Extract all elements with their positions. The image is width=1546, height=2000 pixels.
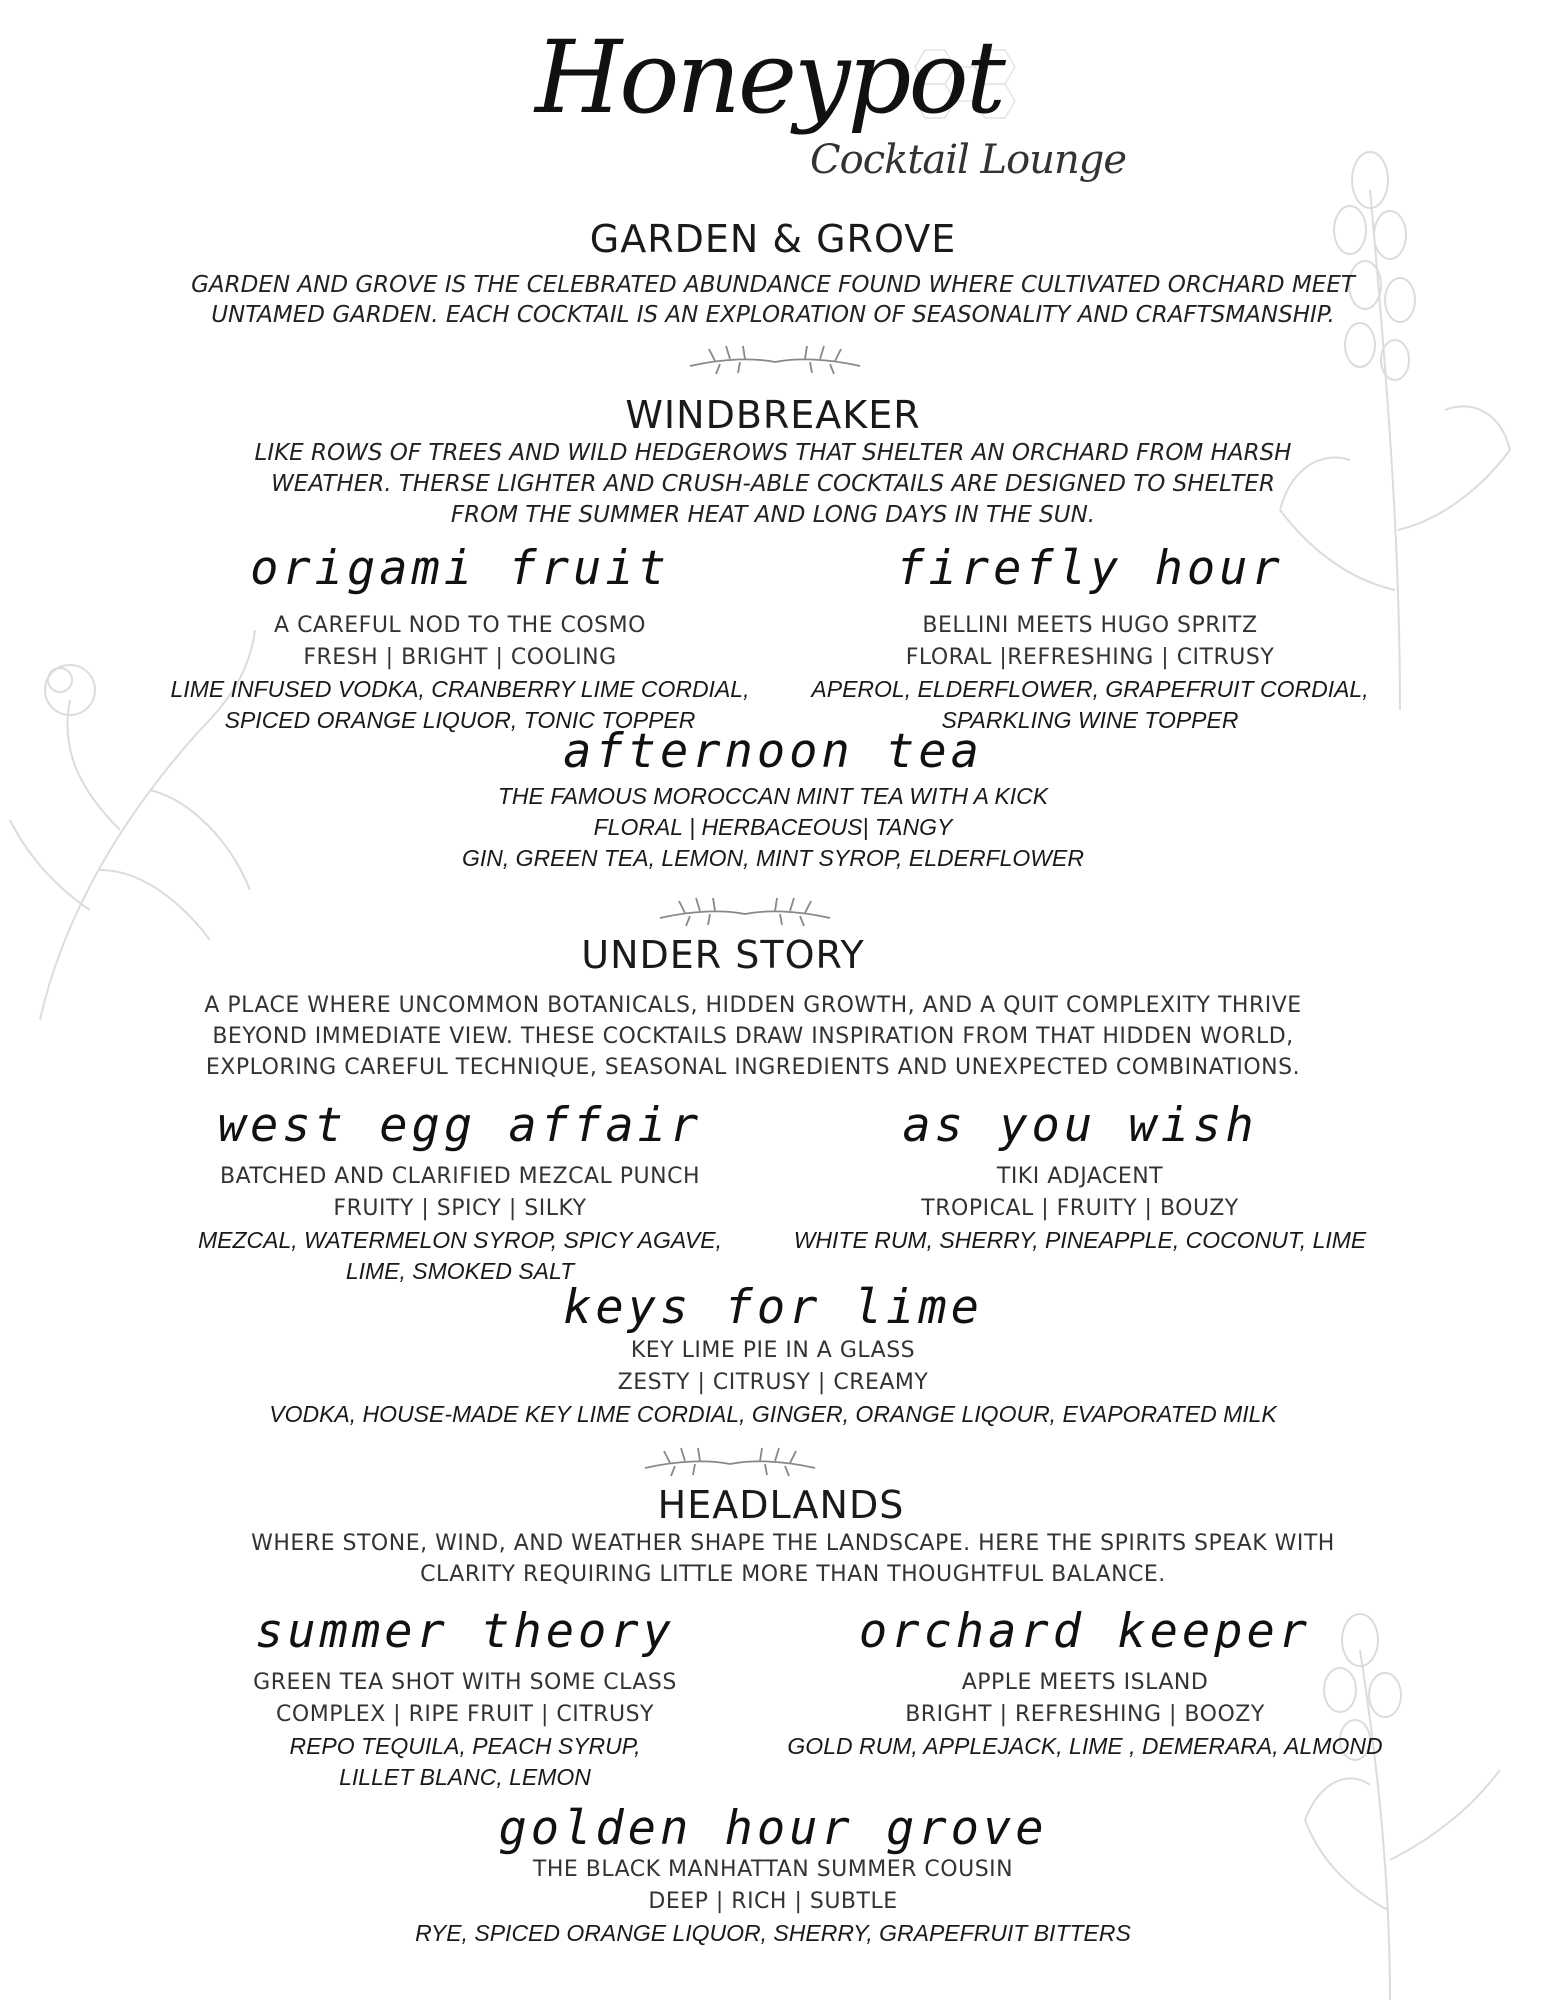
drink-profile: TROPICAL | FRUITY | BOUZY (921, 1196, 1239, 1221)
drink-tagline: BELLINI MEETS HUGO SPRITZ (922, 613, 1258, 638)
drink-tagline: KEY LIME PIE IN A GLASS (630, 1338, 916, 1363)
drink-ingredients: LIME INFUSED VODKA, CRANBERRY LIME CORDIAL, SPICED ORANGE LIQUOR, TONIC TOPPER (170, 676, 750, 733)
leafy-vine-divider (655, 890, 835, 934)
drink-tagline: TIKI ADJACENT (996, 1164, 1164, 1189)
drink-name: orchard keeper (858, 1604, 1312, 1659)
drink-west-egg-affair (150, 1098, 770, 1287)
drink-ingredients: APEROL, ELDERFLOWER, GRAPEFRUIT CORDIAL, SPARKLING WINE TOPPER (811, 676, 1369, 733)
drink-keys-for-lime (223, 1280, 1323, 1430)
drink-profile: BRIGHT | REFRESHING | BOOZY (905, 1702, 1265, 1727)
drink-tagline: THE BLACK MANHATTAN SUMMER COUSIN (532, 1857, 1014, 1882)
drink-name: summer theory (255, 1604, 675, 1659)
drink-as-you-wish (780, 1098, 1380, 1256)
drink-name: origami fruit (250, 541, 670, 596)
drink-origami-fruit (160, 541, 760, 736)
windbreaker-desc-line2: WEATHER. THERSE LIGHTER AND CRUSH-ABLE COCKTAILS ARE DESIGNED TO SHELTER (271, 471, 1275, 497)
drink-name: golden hour grove (498, 1801, 1048, 1856)
leafy-vine-divider (685, 338, 865, 382)
drink-name: west egg affair (217, 1098, 703, 1153)
drink-tagline: A CAREFUL NOD TO THE COSMO (274, 613, 646, 638)
drink-firefly-hour (790, 541, 1390, 736)
leafy-vine-divider (640, 1440, 820, 1484)
drink-ingredients: REPO TEQUILA, PEACH SYRUP, LILLET BLANC, LEMON (289, 1733, 641, 1790)
section-title-windbreaker: WINDBREAKER (625, 393, 921, 437)
drink-tagline: BATCHED AND CLARIFIED MEZCAL PUNCH (219, 1164, 701, 1189)
drink-ingredients: GIN, GREEN TEA, LEMON, MINT SYROP, ELDERFLOWER (462, 845, 1084, 871)
drink-orchard-keeper (775, 1604, 1395, 1762)
drink-profile: FRUITY | SPICY | SILKY (333, 1196, 587, 1221)
section-title-under-story: UNDER STORY (581, 933, 865, 977)
drink-tagline: APPLE MEETS ISLAND (961, 1670, 1209, 1695)
drink-name: keys for lime (563, 1280, 983, 1335)
intro-description-line1: GARDEN AND GROVE IS THE CELEBRATED ABUNDANCE FOUND WHERE CULTIVATED ORCHARD MEET (191, 272, 1355, 298)
drink-name: as you wish (902, 1098, 1258, 1153)
drink-tagline: GREEN TEA SHOT WITH SOME CLASS (253, 1670, 677, 1695)
headlands-desc-line2: CLARITY REQUIRING LITTLE MORE THAN THOUGHTFUL BALANCE. (420, 1562, 1166, 1587)
drink-summer-theory (165, 1604, 765, 1793)
drink-golden-hour-grove (323, 1801, 1223, 1949)
drink-profile: ZESTY | CITRUSY | CREAMY (617, 1370, 929, 1395)
windbreaker-desc-line1: LIKE ROWS OF TREES AND WILD HEDGEROWS THAT SHELTER AN ORCHARD FROM HARSH (254, 440, 1292, 466)
drink-profile: FRESH | BRIGHT | COOLING (303, 645, 617, 670)
menu-title: GARDEN & GROVE (589, 217, 957, 261)
under-story-desc-line2: BEYOND IMMEDIATE VIEW. THESE COCKTAILS DRAW INSPIRATION FROM THAT HIDDEN WORLD, (212, 1024, 1294, 1049)
botanical-line-art-bottom-right (1260, 1530, 1540, 2000)
headlands-desc-line1: WHERE STONE, WIND, AND WEATHER SHAPE THE LANDSCAPE. HERE THE SPIRITS SPEAK WITH (251, 1531, 1335, 1556)
drink-tagline: THE FAMOUS MOROCCAN MINT TEA WITH A KICK (497, 783, 1049, 809)
windbreaker-desc-line3: FROM THE SUMMER HEAT AND LONG DAYS IN THE SUN. (450, 502, 1096, 528)
section-title-headlands: HEADLANDS (657, 1483, 905, 1527)
drink-ingredients: MEZCAL, WATERMELON SYROP, SPICY AGAVE, LIME, SMOKED SALT (197, 1227, 723, 1284)
drink-profile: DEEP | RICH | SUBTLE (648, 1889, 898, 1914)
drink-ingredients: GOLD RUM, APPLEJACK, LIME , DEMERARA, ALMOND (787, 1733, 1383, 1759)
drink-ingredients: WHITE RUM, SHERRY, PINEAPPLE, COCONUT, LIME (793, 1227, 1367, 1253)
drink-afternoon-tea (423, 724, 1123, 874)
drink-profile: COMPLEX | RIPE FRUIT | CITRUSY (276, 1702, 654, 1727)
drink-profile: FLORAL | HERBACEOUS| TANGY (593, 814, 953, 840)
drink-profile: FLORAL |REFRESHING | CITRUSY (905, 645, 1275, 670)
under-story-desc-line3: EXPLORING CAREFUL TECHNIQUE, SEASONAL INGREDIENTS AND UNEXPECTED COMBINATIONS. (205, 1055, 1301, 1080)
drink-ingredients: VODKA, HOUSE-MADE KEY LIME CORDIAL, GINGER, ORANGE LIQOUR, EVAPORATED MILK (269, 1401, 1277, 1427)
intro-description-line2: UNTAMED GARDEN. EACH COCKTAIL IS AN EXPLORATION OF SEASONALITY AND CRAFTSMANSHIP. (211, 302, 1335, 328)
drink-name: firefly hour (896, 541, 1284, 596)
logo-subtitle: Cocktail Lounge (810, 137, 1126, 183)
logo-wordmark: Honeypot (535, 19, 1003, 136)
drink-ingredients: RYE, SPICED ORANGE LIQUOR, SHERRY, GRAPEFRUIT BITTERS (415, 1920, 1131, 1946)
drink-name: afternoon tea (563, 724, 983, 779)
under-story-desc-line1: A PLACE WHERE UNCOMMON BOTANICALS, HIDDEN GROWTH, AND A QUIT COMPLEXITY THRIVE (204, 993, 1302, 1018)
